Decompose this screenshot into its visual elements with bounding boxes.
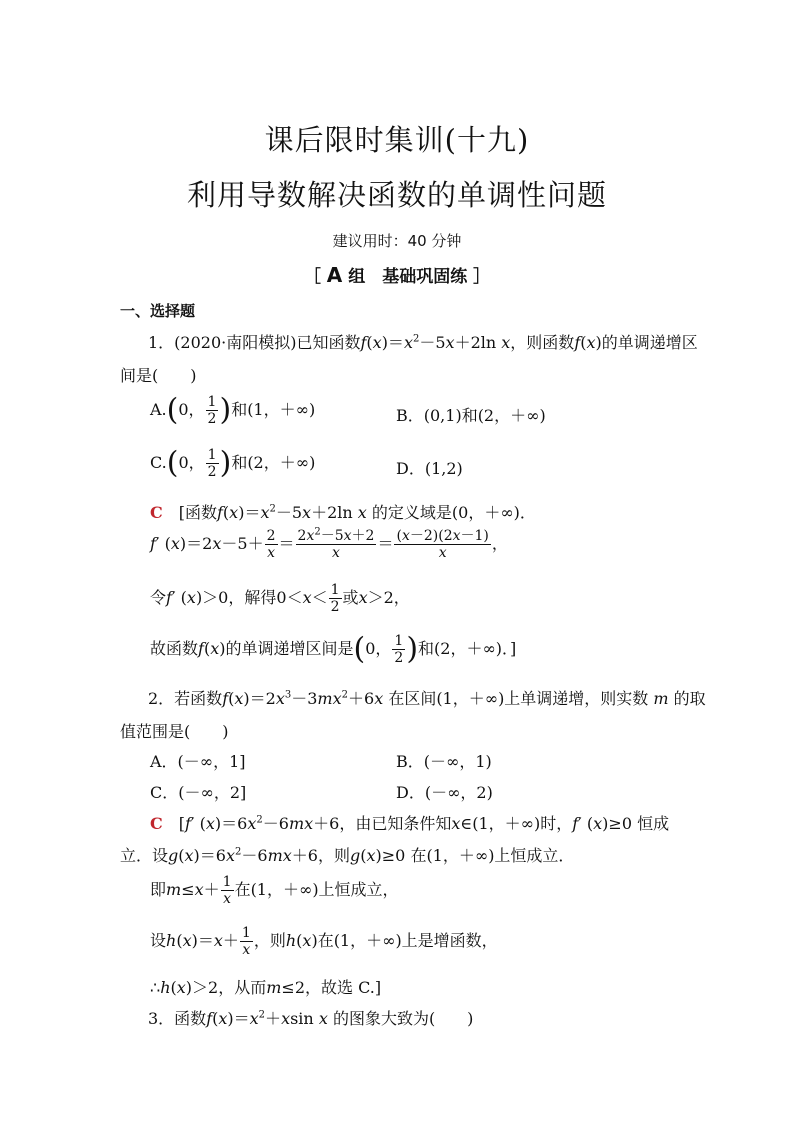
q1-option-b[interactable]: B．(0,1)和(2，＋∞): [396, 406, 546, 425]
q1-answer: C: [150, 503, 163, 522]
q2-solution-line3: 即m≤x＋ $\frac{1}{x}$ 在(1，＋∞)上恒成立，: [150, 874, 399, 907]
q2-option-a[interactable]: A．(－∞，1]: [150, 752, 246, 771]
q1-solution-line2: f′ (x)＝2x－5＋ $\frac{2}{x}$ ＝ $\frac{2x^2-5x+2}{x}$ ＝ $\frac{(x-2)(2x-1)}{x}$ ，: [150, 526, 508, 561]
group-heading: ［ A 组 基础巩固练 ］: [303, 263, 491, 287]
q1-solution-line3: 令f′ (x)＞0，解得0＜x＜ $\frac{1}{2}$ 或x＞2，: [150, 582, 410, 615]
q2-option-c[interactable]: C．(－∞，2]: [150, 783, 247, 802]
q1-option-d[interactable]: D．(1,2): [396, 459, 463, 478]
q2-stem-line2: 值范围是( ): [120, 722, 229, 741]
q2-option-d[interactable]: D．(－∞，2): [396, 783, 493, 802]
q2-solution-line5: ∴h(x)＞2，从而m≤2，故选 C.]: [150, 978, 382, 997]
q2-solution-line2: 立．设$g(x)=6x^2-6mx+6$，则g(x)≥0 在(1，＋∞)上恒成立．: [120, 846, 575, 865]
page-title: 课后限时集训(十九): [264, 123, 530, 157]
group-letter: A: [326, 263, 343, 287]
page-subtitle: 利用导数解决函数的单调性问题: [186, 178, 607, 212]
q2-solution-line4: 设h(x)＝x＋ $\frac{1}{x}$ ，则h(x)在(1，＋∞)上是增函数，: [150, 925, 498, 958]
q2-solution-line1: C [f′ $(x)=6x^2-6mx+6$，由已知条件知x∈(1，＋∞)时，f′ (x)≥0 恒成: [150, 814, 670, 833]
q1-solution-line4: 故函数f(x)的单调递增区间是(0， $\frac{1}{2}$ )和(2，＋∞)．]: [150, 631, 517, 667]
q1-stem-line2: 间是( ): [120, 366, 197, 385]
suggested-time: 建议用时：40 分钟: [332, 232, 462, 250]
q2-stem: 2．若函数$f(x)=2x^3-3mx^2+6x$ 在区间(1，＋∞)上单调递增，则实数 m 的取: [148, 689, 706, 708]
section-heading: 一、选择题: [120, 302, 196, 320]
q1-option-c[interactable]: C.(0， $\frac{1}{2}$ )和(2，＋∞): [150, 445, 316, 481]
q1-option-a[interactable]: A.(0， $\frac{1}{2}$ )和(1，＋∞): [150, 392, 316, 428]
q2-answer: C: [150, 814, 163, 833]
q3-stem: 3．函数$f(x)=x^2+xsin$ x 的图象大致为( ): [148, 1009, 474, 1028]
q2-option-b[interactable]: B．(－∞，1): [396, 752, 492, 771]
q1-stem: 1．(2020·南阳模拟)已知函数$f(x)=x^2-5x+2\ln$ x，则函数f(x)的单调递增区: [148, 333, 698, 352]
q1-solution-line1: C [函数$f(x)=x^2-5x+2\ln$ x 的定义域是(0，＋∞)．: [150, 503, 536, 522]
